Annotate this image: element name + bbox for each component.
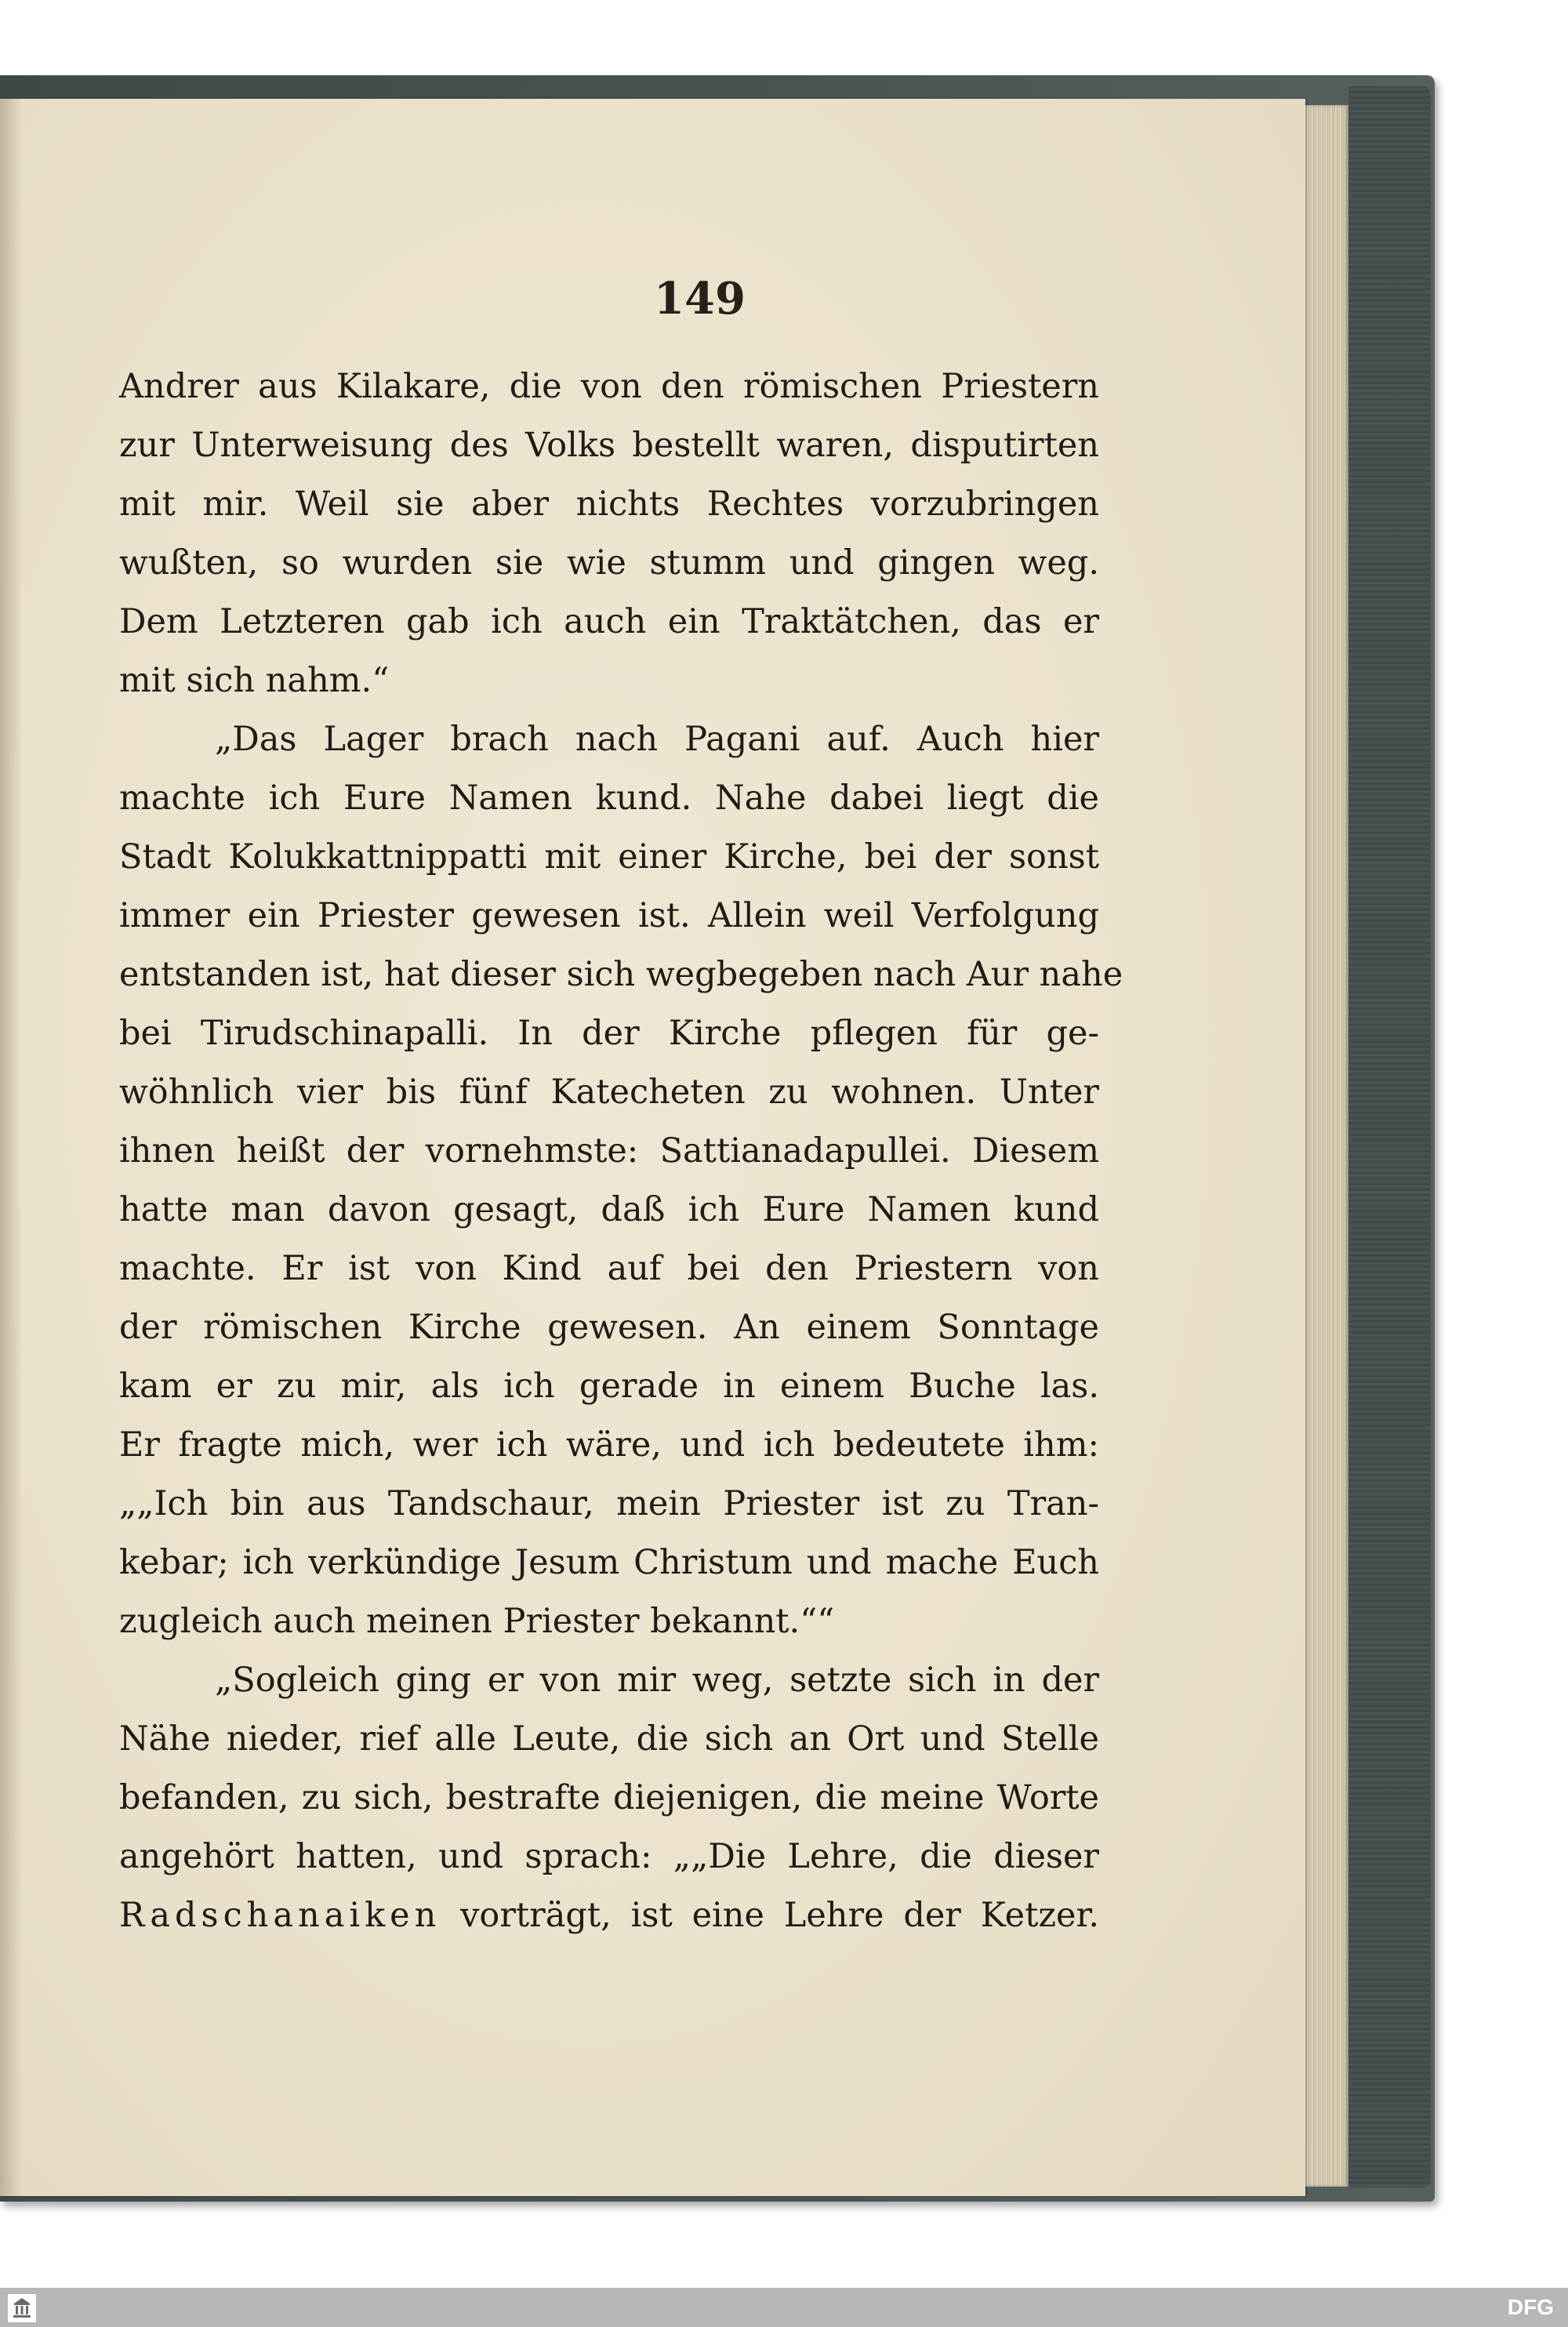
book-page [0, 99, 1305, 2196]
text-line [119, 769, 1099, 828]
text-segment: der römischen Kirche gewesen. An einem Sonntage [119, 1308, 1099, 1347]
emphasized-word: Radschanaiken [119, 1896, 441, 1935]
text-line [119, 1651, 1099, 1710]
text-segment: kebar; ich verkündige Jesum Christum und mache Euch [119, 1543, 1099, 1582]
text-segment: vorträgt, ist eine Lehre der Ketzer. [441, 1896, 1099, 1935]
text-line [119, 1181, 1099, 1240]
text-segment: machte ich Eure Namen kund. Nahe dabei liegt die [119, 779, 1099, 818]
text-segment: wöhnlich vier bis fünf Katecheten zu wohnen. Unter [119, 1073, 1099, 1112]
text-line [119, 534, 1099, 593]
text-line [119, 1357, 1099, 1416]
text-segment: mit sich nahm.“ [119, 661, 390, 700]
text-line [119, 887, 1099, 946]
text-segment: Nähe nieder, rief alle Leute, die sich an Ort und Stelle [119, 1719, 1099, 1759]
text-line [119, 1886, 1099, 1945]
body-text [119, 358, 1123, 1945]
text-line [119, 475, 1099, 534]
text-segment: ihnen heißt der vornehmste: Sattianadapullei. Diesem [119, 1131, 1099, 1171]
text-line [119, 1063, 1099, 1122]
text-segment: Stadt Kolukkattnippatti mit einer Kirche, bei der sonst [119, 837, 1099, 877]
text-line [119, 1298, 1099, 1357]
text-segment: zugleich auch meinen Priester bekannt.““ [119, 1602, 835, 1641]
text-segment: angehört hatten, und sprach: „„Die Lehre, die dieser [119, 1837, 1099, 1876]
text-line [119, 828, 1099, 887]
text-line [119, 1475, 1099, 1534]
text-segment: mit mir. Weil sie aber nichts Rechtes vorzubringen [119, 485, 1099, 524]
text-line [119, 946, 1123, 1004]
text-line [119, 710, 1099, 769]
text-line [119, 1769, 1099, 1828]
library-seal-icon [8, 2294, 36, 2322]
text-segment: machte. Er ist von Kind auf bei den Priestern von [119, 1249, 1099, 1288]
footer-credit: DFG [1507, 2295, 1554, 2319]
text-line [119, 1592, 1099, 1651]
text-line [119, 593, 1099, 652]
text-segment: „Sogleich ging er von mir weg, setzte sich in der [215, 1661, 1099, 1700]
book-spine [1348, 86, 1431, 2187]
text-line [119, 652, 1099, 710]
text-segment: Er fragte mich, wer ich wäre, und ich bedeutete ihm: [119, 1425, 1099, 1465]
text-line [119, 1416, 1099, 1475]
text-line [119, 358, 1099, 416]
text-segment: kam er zu mir, als ich gerade in einem Buche las. [119, 1367, 1099, 1406]
text-segment: befanden, zu sich, bestrafte diejenigen, die meine Worte [119, 1778, 1099, 1817]
text-segment: Andrer aus Kilakare, die von den römischen Priestern [119, 367, 1099, 406]
text-segment: bei Tirudschinapalli. In der Kirche pflegen für ge- [119, 1014, 1099, 1053]
text-segment: „„Ich bin aus Tandschaur, mein Priester ist zu Tran- [119, 1484, 1099, 1523]
text-line [119, 1004, 1099, 1063]
text-line [119, 1122, 1099, 1181]
gutter-shadow [0, 99, 22, 2196]
text-segment: hatte man davon gesagt, daß ich Eure Namen kund [119, 1190, 1099, 1229]
page-number: 149 [654, 273, 746, 325]
text-segment: immer ein Priester gewesen ist. Allein weil Verfolgung [119, 896, 1099, 935]
text-line [119, 1534, 1099, 1592]
text-line [119, 416, 1099, 475]
text-line [119, 1710, 1099, 1769]
text-segment: „Das Lager brach nach Pagani auf. Auch hier [215, 720, 1099, 759]
text-segment: zur Unterweisung des Volks bestellt waren, disputirten [119, 426, 1099, 465]
viewer-footer [0, 2288, 1568, 2327]
text-line [119, 1828, 1099, 1886]
text-line [119, 1240, 1099, 1298]
text-segment: wußten, so wurden sie wie stumm und gingen weg. [119, 543, 1099, 583]
text-segment: Dem Letzteren gab ich auch ein Traktätchen, das er [119, 602, 1099, 641]
text-segment: entstanden ist, hat dieser sich wegbegeben nach Aur nahe [119, 955, 1123, 994]
